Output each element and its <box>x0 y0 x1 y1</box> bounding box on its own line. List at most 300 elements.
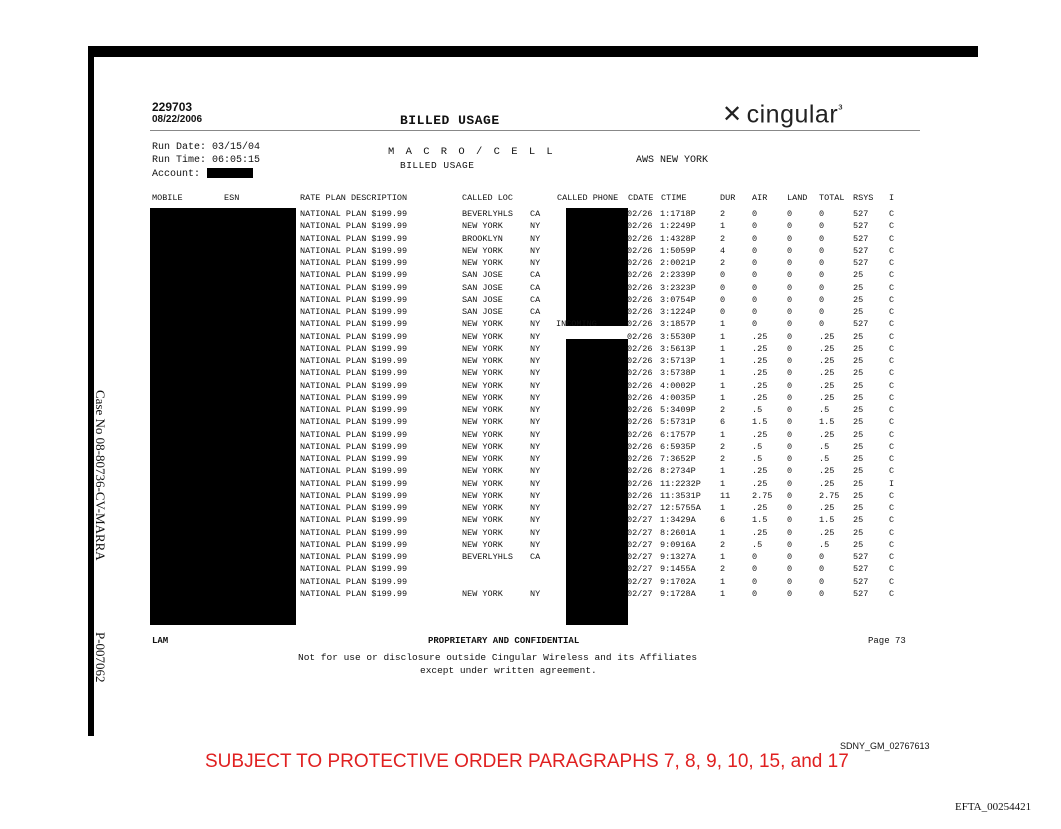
ctime-cell: 5:3409P <box>660 405 696 415</box>
rate-plan-cell: NATIONAL PLAN $199.99 <box>300 588 408 599</box>
rate-plan-cell: NATIONAL PLAN $199.99 <box>300 368 408 379</box>
document-number: 229703 <box>152 100 193 114</box>
rate-plan-cell: NATIONAL PLAN $199.99 <box>300 319 408 330</box>
ctime-cell: 3:2323P <box>660 282 696 293</box>
rsys-cell: 25 <box>853 454 864 464</box>
i-cell: C <box>889 588 895 599</box>
air-cell: .25 <box>752 380 768 391</box>
rsys-cell: 25 <box>853 270 864 281</box>
land-cell: 0 <box>787 417 793 428</box>
cdate-cell: 02/26 <box>627 319 653 330</box>
ctime-cell: 12:5755A <box>660 503 701 513</box>
called-state-cell: NY <box>530 588 541 599</box>
rsys-cell: 527 <box>853 233 869 244</box>
dur-cell: 6 <box>720 515 726 526</box>
total-cell: 0 <box>819 552 825 562</box>
ctime-cell: 4:0035P <box>660 392 696 403</box>
air-cell: .25 <box>752 368 768 379</box>
rsys-cell: 25 <box>853 331 864 342</box>
dur-cell: 0 <box>720 294 726 305</box>
called-city-cell: NEW YORK <box>462 466 503 477</box>
air-cell: .5 <box>752 539 763 550</box>
called-city-cell: NEW YORK <box>462 392 503 403</box>
rsys-cell: 25 <box>853 429 864 440</box>
col-header-air: AIR <box>752 193 768 203</box>
cdate-cell: 02/27 <box>627 564 653 575</box>
air-cell: 1.5 <box>752 417 768 428</box>
air-cell: 0 <box>752 282 758 293</box>
ctime-cell: 1:5059P <box>660 245 696 256</box>
rate-plan-cell: NATIONAL PLAN $199.99 <box>300 233 408 244</box>
rsys-cell: 25 <box>853 490 864 501</box>
dur-cell: 2 <box>720 258 726 268</box>
i-cell: C <box>889 417 895 428</box>
total-cell: 1.5 <box>819 417 835 428</box>
land-cell: 0 <box>787 466 793 477</box>
ctime-cell: 2:0021P <box>660 258 696 268</box>
land-cell: 0 <box>787 307 793 317</box>
land-cell: 0 <box>787 294 793 305</box>
efta-number: EFTA_00254421 <box>955 801 1032 813</box>
land-cell: 0 <box>787 490 793 501</box>
total-cell: .25 <box>819 331 835 342</box>
called-city-cell: NEW YORK <box>462 319 503 330</box>
col-header-called-loc: CALLED LOC <box>462 193 514 203</box>
document-date: 08/22/2006 <box>152 114 203 125</box>
rate-plan-cell: NATIONAL PLAN $199.99 <box>300 478 408 489</box>
x-burst-icon: ✕ <box>722 101 743 129</box>
rsys-cell: 25 <box>853 392 864 403</box>
called-state-cell: NY <box>530 478 541 489</box>
cdate-cell: 02/26 <box>627 380 653 391</box>
total-cell: .25 <box>819 343 835 354</box>
total-cell: 0 <box>819 233 825 244</box>
ctime-cell: 9:1455A <box>660 564 696 575</box>
bates-number: SDNY_GM_02767613 <box>840 741 930 751</box>
called-state-cell: NY <box>530 429 541 440</box>
rate-plan-cell: NATIONAL PLAN $199.99 <box>300 282 408 293</box>
called-state-cell: CA <box>530 282 541 293</box>
land-cell: 0 <box>787 331 793 342</box>
dur-cell: 1 <box>720 466 726 477</box>
col-header-esn: ESN <box>224 193 240 203</box>
land-cell: 0 <box>787 429 793 440</box>
cdate-cell: 02/27 <box>627 515 653 526</box>
cdate-cell: 02/26 <box>627 368 653 379</box>
called-phone-redaction <box>566 208 628 326</box>
air-cell: 1.5 <box>752 515 768 526</box>
rsys-cell: 527 <box>853 576 869 587</box>
i-cell: C <box>889 515 895 526</box>
total-cell: .25 <box>819 527 835 538</box>
rsys-cell: 25 <box>853 405 864 415</box>
i-cell: C <box>889 209 895 219</box>
i-cell: C <box>889 343 895 354</box>
rate-plan-cell: NATIONAL PLAN $199.99 <box>300 539 408 550</box>
ctime-cell: 6:5935P <box>660 441 696 452</box>
i-cell: C <box>889 294 895 305</box>
dur-cell: 2 <box>720 209 726 219</box>
rate-plan-cell: NATIONAL PLAN $199.99 <box>300 564 408 575</box>
called-city-cell: NEW YORK <box>462 417 503 428</box>
i-cell: C <box>889 233 895 244</box>
cdate-cell: 02/26 <box>627 307 653 317</box>
total-cell: 0 <box>819 307 825 317</box>
ctime-cell: 11:2232P <box>660 478 701 489</box>
called-city-cell: NEW YORK <box>462 503 503 513</box>
air-cell: .5 <box>752 405 763 415</box>
cdate-cell: 02/26 <box>627 478 653 489</box>
report-title: BILLED USAGE <box>400 113 500 128</box>
called-state-cell: NY <box>530 441 541 452</box>
cdate-cell: 02/26 <box>627 490 653 501</box>
ctime-cell: 3:0754P <box>660 294 696 305</box>
land-cell: 0 <box>787 552 793 562</box>
col-header-cdate: CDATE <box>628 193 654 203</box>
land-cell: 0 <box>787 245 793 256</box>
total-cell: 0 <box>819 294 825 305</box>
rate-plan-cell: NATIONAL PLAN $199.99 <box>300 503 408 513</box>
dur-cell: 2 <box>720 233 726 244</box>
cdate-cell: 02/27 <box>627 552 653 562</box>
called-state-cell: NY <box>530 454 541 464</box>
cdate-cell: 02/26 <box>627 429 653 440</box>
called-state-cell: NY <box>530 356 541 366</box>
called-state-cell: NY <box>530 343 541 354</box>
rate-plan-cell: NATIONAL PLAN $199.99 <box>300 576 408 587</box>
total-cell: .25 <box>819 503 835 513</box>
rsys-cell: 25 <box>853 441 864 452</box>
cdate-cell: 02/26 <box>627 245 653 256</box>
dur-cell: 4 <box>720 245 726 256</box>
air-cell: .25 <box>752 503 768 513</box>
rsys-cell: 25 <box>853 466 864 477</box>
called-city-cell: NEW YORK <box>462 429 503 440</box>
rsys-cell: 527 <box>853 209 869 219</box>
i-cell: C <box>889 441 895 452</box>
dur-cell: 1 <box>720 527 726 538</box>
land-cell: 0 <box>787 258 793 268</box>
rate-plan-cell: NATIONAL PLAN $199.99 <box>300 552 408 562</box>
air-cell: 0 <box>752 209 758 219</box>
rsys-cell: 25 <box>853 478 864 489</box>
dur-cell: 2 <box>720 539 726 550</box>
total-cell: 2.75 <box>819 490 840 501</box>
dur-cell: 1 <box>720 380 726 391</box>
cdate-cell: 02/26 <box>627 221 653 232</box>
page-number: Page 73 <box>868 636 906 646</box>
called-city-cell: NEW YORK <box>462 405 503 415</box>
footer-left-code: LAM <box>152 636 169 646</box>
cdate-cell: 02/26 <box>627 454 653 464</box>
rate-plan-cell: NATIONAL PLAN $199.99 <box>300 294 408 305</box>
air-cell: .25 <box>752 429 768 440</box>
called-city-cell: SAN JOSE <box>462 270 503 281</box>
called-city-cell: NEW YORK <box>462 331 503 342</box>
total-cell: .25 <box>819 466 835 477</box>
ctime-cell: 5:5731P <box>660 417 696 428</box>
called-state-cell: NY <box>530 405 541 415</box>
called-state-cell: NY <box>530 515 541 526</box>
rsys-cell: 527 <box>853 564 869 575</box>
rsys-cell: 527 <box>853 221 869 232</box>
rsys-cell: 527 <box>853 245 869 256</box>
dur-cell: 1 <box>720 588 726 599</box>
ctime-cell: 7:3652P <box>660 454 696 464</box>
rsys-cell: 25 <box>853 417 864 428</box>
i-cell: C <box>889 454 895 464</box>
protective-order-stamp: SUBJECT TO PROTECTIVE ORDER PARAGRAPHS 7, 8, 9, 10, 15, and 17 <box>205 751 849 772</box>
total-cell: .25 <box>819 368 835 379</box>
total-cell: .5 <box>819 539 830 550</box>
air-cell: .25 <box>752 343 768 354</box>
called-city-cell: NEW YORK <box>462 478 503 489</box>
air-cell: .25 <box>752 478 768 489</box>
i-cell: C <box>889 331 895 342</box>
cdate-cell: 02/26 <box>627 258 653 268</box>
called-state-cell: NY <box>530 466 541 477</box>
called-phone-redaction <box>566 339 628 625</box>
cdate-cell: 02/26 <box>627 356 653 366</box>
rate-plan-cell: NATIONAL PLAN $199.99 <box>300 258 408 268</box>
called-city-cell: NEW YORK <box>462 588 503 599</box>
dur-cell: 1 <box>720 503 726 513</box>
rate-plan-cell: NATIONAL PLAN $199.99 <box>300 392 408 403</box>
i-cell: C <box>889 221 895 232</box>
called-city-cell: NEW YORK <box>462 515 503 526</box>
col-header-i: I <box>889 193 895 203</box>
dur-cell: 1 <box>720 478 726 489</box>
land-cell: 0 <box>787 233 793 244</box>
rsys-cell: 25 <box>853 515 864 526</box>
ctime-cell: 2:2339P <box>660 270 696 281</box>
i-cell: C <box>889 539 895 550</box>
ctime-cell: 8:2601A <box>660 527 696 538</box>
run-date: Run Date: 03/15/04 <box>152 142 261 153</box>
rate-plan-cell: NATIONAL PLAN $199.99 <box>300 429 408 440</box>
rsys-cell: 25 <box>853 368 864 379</box>
called-state-cell: NY <box>530 258 541 268</box>
land-cell: 0 <box>787 515 793 526</box>
i-cell: C <box>889 282 895 293</box>
land-cell: 0 <box>787 527 793 538</box>
i-cell: C <box>889 405 895 415</box>
called-city-cell: NEW YORK <box>462 454 503 464</box>
dur-cell: 6 <box>720 417 726 428</box>
i-cell: I <box>889 478 895 489</box>
air-cell: .25 <box>752 356 768 366</box>
rate-plan-cell: NATIONAL PLAN $199.99 <box>300 307 408 317</box>
header-rule <box>150 130 920 131</box>
called-city-cell: NEW YORK <box>462 343 503 354</box>
called-city-cell: NEW YORK <box>462 527 503 538</box>
called-city-cell: SAN JOSE <box>462 282 503 293</box>
called-city-cell: NEW YORK <box>462 258 503 268</box>
air-cell: 0 <box>752 588 758 599</box>
rate-plan-cell: NATIONAL PLAN $199.99 <box>300 270 408 281</box>
ctime-cell: 3:5613P <box>660 343 696 354</box>
called-state-cell: CA <box>530 307 541 317</box>
dur-cell: 11 <box>720 490 731 501</box>
rate-plan-cell: NATIONAL PLAN $199.99 <box>300 454 408 464</box>
i-cell: C <box>889 392 895 403</box>
account-label: Account: <box>152 169 201 180</box>
land-cell: 0 <box>787 478 793 489</box>
air-cell: .25 <box>752 527 768 538</box>
dur-cell: 0 <box>720 270 726 281</box>
account-redaction <box>207 168 253 178</box>
air-cell: .5 <box>752 454 763 464</box>
called-state-cell: NY <box>530 245 541 256</box>
i-cell: C <box>889 245 895 256</box>
called-state-cell: NY <box>530 233 541 244</box>
rate-plan-cell: NATIONAL PLAN $199.99 <box>300 380 408 391</box>
total-cell: .5 <box>819 441 830 452</box>
land-cell: 0 <box>787 209 793 219</box>
cdate-cell: 02/26 <box>627 233 653 244</box>
called-state-cell: CA <box>530 270 541 281</box>
total-cell: 0 <box>819 245 825 256</box>
called-city-cell: NEW YORK <box>462 221 503 232</box>
land-cell: 0 <box>787 319 793 330</box>
air-cell: 0 <box>752 258 758 268</box>
rsys-cell: 25 <box>853 294 864 305</box>
rsys-cell: 25 <box>853 380 864 391</box>
cdate-cell: 02/26 <box>627 441 653 452</box>
disclaimer-line-2: except under written agreement. <box>420 665 597 676</box>
rate-plan-cell: NATIONAL PLAN $199.99 <box>300 405 408 415</box>
cdate-cell: 02/27 <box>627 527 653 538</box>
dur-cell: 1 <box>720 343 726 354</box>
total-cell: .25 <box>819 478 835 489</box>
dur-cell: 1 <box>720 552 726 562</box>
called-city-cell: NEW YORK <box>462 441 503 452</box>
dur-cell: 2 <box>720 454 726 464</box>
dur-cell: 1 <box>720 429 726 440</box>
mobile-esn-redaction <box>150 208 296 625</box>
i-cell: C <box>889 258 895 268</box>
called-city-cell: SAN JOSE <box>462 307 503 317</box>
air-cell: 0 <box>752 319 758 330</box>
called-city-cell: NEW YORK <box>462 368 503 379</box>
ctime-cell: 3:1857P <box>660 319 696 330</box>
ctime-cell: 3:5713P <box>660 356 696 366</box>
logo-wordmark: cingular <box>746 100 839 129</box>
rsys-cell: 25 <box>853 527 864 538</box>
col-header-ctime: CTIME <box>661 193 687 203</box>
land-cell: 0 <box>787 454 793 464</box>
i-cell: C <box>889 576 895 587</box>
rate-plan-cell: NATIONAL PLAN $199.99 <box>300 209 408 219</box>
dur-cell: 0 <box>720 282 726 293</box>
i-cell: C <box>889 368 895 379</box>
i-cell: C <box>889 552 895 562</box>
region-label: AWS NEW YORK <box>636 155 709 166</box>
land-cell: 0 <box>787 380 793 391</box>
land-cell: 0 <box>787 576 793 587</box>
col-header-dur: DUR <box>720 193 736 203</box>
called-state-cell: NY <box>530 417 541 428</box>
ctime-cell: 8:2734P <box>660 466 696 477</box>
col-header-rate-plan: RATE PLAN DESCRIPTION <box>300 193 408 203</box>
rsys-cell: 25 <box>853 343 864 354</box>
p-number-text: P-007062 <box>93 632 108 683</box>
called-state-cell: NY <box>530 319 541 330</box>
rsys-cell: 25 <box>853 307 864 317</box>
cdate-cell: 02/26 <box>627 294 653 305</box>
i-cell: C <box>889 466 895 477</box>
land-cell: 0 <box>787 392 793 403</box>
rsys-cell: 527 <box>853 258 869 268</box>
called-state-cell: NY <box>530 527 541 538</box>
rate-plan-cell: NATIONAL PLAN $199.99 <box>300 343 408 354</box>
called-state-cell: CA <box>530 552 541 562</box>
total-cell: .5 <box>819 405 830 415</box>
rsys-cell: 25 <box>853 503 864 513</box>
dur-cell: 2 <box>720 441 726 452</box>
total-cell: .25 <box>819 429 835 440</box>
ctime-cell: 11:3531P <box>660 490 701 501</box>
dur-cell: 2 <box>720 564 726 575</box>
dur-cell: 1 <box>720 356 726 366</box>
total-cell: .5 <box>819 454 830 464</box>
col-header-total: TOTAL <box>819 193 845 203</box>
called-state-cell: NY <box>530 221 541 232</box>
called-state-cell: NY <box>530 380 541 391</box>
dur-cell: 1 <box>720 368 726 379</box>
rsys-cell: 25 <box>853 356 864 366</box>
i-cell: C <box>889 270 895 281</box>
col-header-land: LAND <box>787 193 808 203</box>
called-city-cell: NEW YORK <box>462 380 503 391</box>
total-cell: 0 <box>819 564 825 575</box>
land-cell: 0 <box>787 539 793 550</box>
air-cell: 0 <box>752 270 758 281</box>
called-state-cell: CA <box>530 294 541 305</box>
dur-cell: 1 <box>720 221 726 232</box>
called-state-cell: NY <box>530 490 541 501</box>
ctime-cell: 4:0002P <box>660 380 696 391</box>
i-cell: C <box>889 380 895 391</box>
rate-plan-cell: NATIONAL PLAN $199.99 <box>300 245 408 256</box>
land-cell: 0 <box>787 343 793 354</box>
land-cell: 0 <box>787 282 793 293</box>
called-city-cell: NEW YORK <box>462 490 503 501</box>
ctime-cell: 3:5530P <box>660 331 696 342</box>
air-cell: 0 <box>752 576 758 587</box>
rate-plan-cell: NATIONAL PLAN $199.99 <box>300 441 408 452</box>
called-city-cell: BEVERLYHLS <box>462 552 514 562</box>
land-cell: 0 <box>787 564 793 575</box>
total-cell: 0 <box>819 576 825 587</box>
case-number-text: Case No 08-80736-CV-MARRA <box>93 390 108 561</box>
rate-plan-cell: NATIONAL PLAN $199.99 <box>300 356 408 366</box>
dur-cell: 0 <box>720 307 726 317</box>
air-cell: .5 <box>752 441 763 452</box>
total-cell: 0 <box>819 209 825 219</box>
col-header-mobile: MOBILE <box>152 193 183 203</box>
cdate-cell: 02/27 <box>627 503 653 513</box>
i-cell: C <box>889 527 895 538</box>
land-cell: 0 <box>787 588 793 599</box>
ctime-cell: 6:1757P <box>660 429 696 440</box>
confidentiality-notice: PROPRIETARY AND CONFIDENTIAL <box>428 636 580 646</box>
rate-plan-cell: NATIONAL PLAN $199.99 <box>300 331 408 342</box>
cdate-cell: 02/26 <box>627 282 653 293</box>
air-cell: 0 <box>752 564 758 575</box>
called-city-cell: BEVERLYHLS <box>462 209 514 219</box>
cdate-cell: 02/26 <box>627 331 653 342</box>
